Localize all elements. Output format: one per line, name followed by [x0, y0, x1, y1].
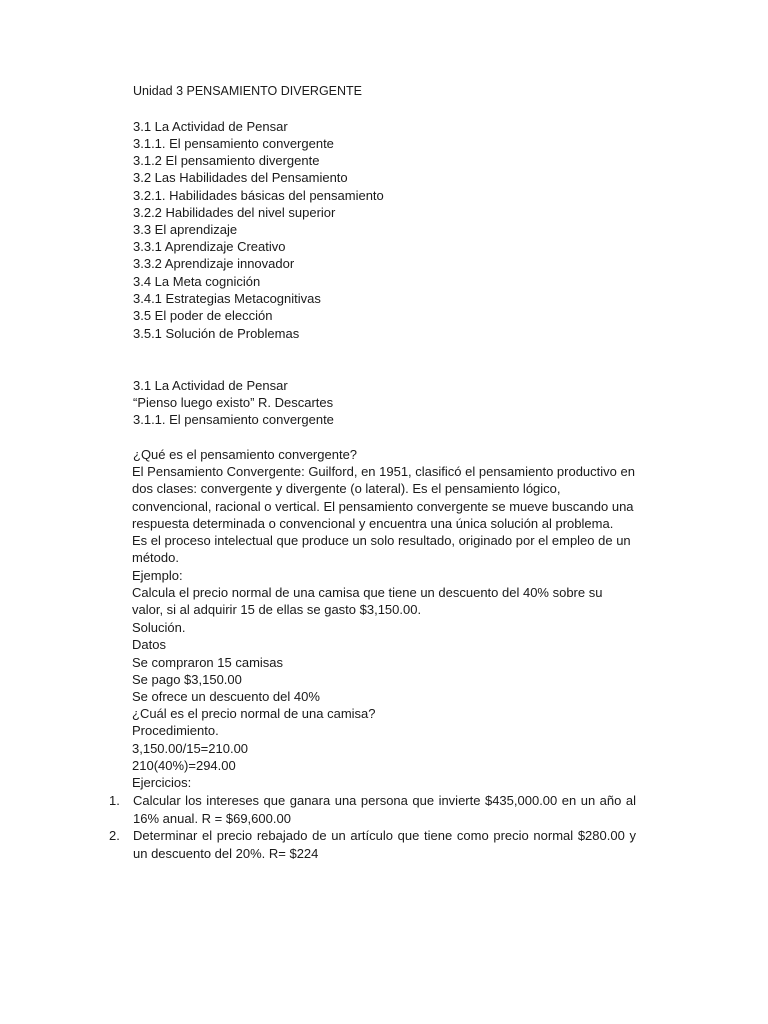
ejemplo-label: Ejemplo: [132, 568, 183, 583]
ejercicios-label: Ejercicios: [132, 775, 192, 790]
quote: “Pienso luego existo” R. Descartes [133, 395, 334, 410]
toc-item: 3.3.1 Aprendizaje Creativo [133, 239, 286, 254]
unit-title: Unidad 3 PENSAMIENTO DIVERGENTE [133, 84, 363, 98]
procedimiento-step: 210(40%)=294.00 [132, 758, 236, 773]
toc-item: 3.1.1. El pensamiento convergente [133, 136, 334, 151]
procedimiento-step: 3,150.00/15=210.00 [132, 741, 249, 756]
ejercicio-text: Calcular los intereses que ganara una persona que invierte $435,000.00 en un año al 16% anual. R = $69,600.00 [133, 793, 636, 826]
question-heading: ¿Qué es el pensamiento convergente? [133, 447, 358, 462]
toc-item: 3.5 El poder de elección [133, 308, 273, 323]
toc-item: 3.2 Las Habilidades del Pensamiento [133, 170, 348, 185]
datos-item: ¿Cuál es el precio normal de una camisa? [132, 706, 376, 721]
datos-label: Datos [132, 637, 166, 652]
toc-item: 3.1 La Actividad de Pensar [133, 119, 288, 134]
paragraph: Es el proceso intelectual que produce un solo resultado, originado por el empleo de un método. [132, 533, 631, 566]
ejercicio-number: 1. [109, 793, 120, 808]
toc-item: 3.4.1 Estrategias Metacognitivas [133, 291, 321, 306]
toc-item: 3.5.1 Solución de Problemas [133, 326, 300, 341]
procedimiento-label: Procedimiento. [132, 723, 219, 738]
subsection-heading: 3.1.1. El pensamiento convergente [133, 412, 334, 427]
ejercicio-number: 2. [109, 828, 120, 843]
ejemplo-text: Calcula el precio normal de una camisa que tiene un descuento del 40% sobre su valor, si al adquirir 15 de ellas se gasto $3,150.00. [132, 585, 603, 618]
toc-item: 3.1.2 El pensamiento divergente [133, 153, 320, 168]
section-heading: 3.1 La Actividad de Pensar [133, 378, 288, 393]
datos-item: Se pago $3,150.00 [132, 672, 242, 687]
toc-item: 3.3.2 Aprendizaje innovador [133, 256, 295, 271]
datos-item: Se compraron 15 camisas [132, 655, 284, 670]
toc-item: 3.4 La Meta cognición [133, 274, 261, 289]
toc-item: 3.2.1. Habilidades básicas del pensamiento [133, 188, 384, 203]
toc-item: 3.3 El aprendizaje [133, 222, 238, 237]
datos-item: Se ofrece un descuento del 40% [132, 689, 320, 704]
ejercicio-text: Determinar el precio rebajado de un artículo que tiene como precio normal $280.00 y un descuento del 20%. R= $224 [133, 828, 636, 861]
toc-item: 3.2.2 Habilidades del nivel superior [133, 205, 336, 220]
solucion-label: Solución. [132, 620, 186, 635]
paragraph: El Pensamiento Convergente: Guilford, en 1951, clasificó el pensamiento productivo en dos clases: convergente y divergente (o lateral). Es el pensamiento lógico, convencional, racional o vertical. El pensamiento convergente se mueve buscando una respuesta determinada o convencional y encuentra una única solución al problema. [132, 464, 635, 531]
